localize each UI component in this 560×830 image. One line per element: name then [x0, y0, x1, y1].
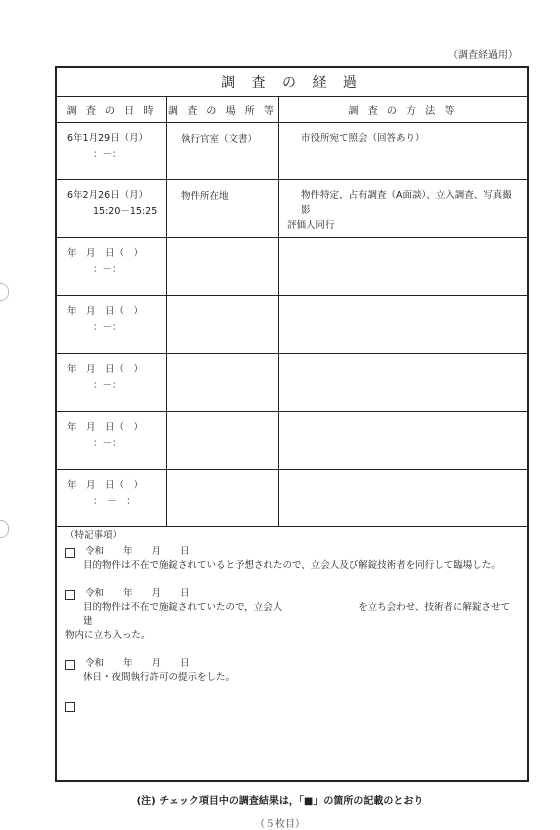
table-row — [57, 470, 527, 527]
note-date: 令和 年 月 日 — [85, 546, 190, 557]
date-cell — [57, 180, 167, 237]
notes-list — [65, 545, 519, 712]
place-cell: 執行官室（文書） — [167, 123, 279, 179]
place-cell — [167, 296, 279, 353]
note-date: 令和 年 月 日 — [85, 658, 190, 669]
date-cell — [57, 354, 167, 411]
method-line: 市役所宛て照会（回答あり） — [301, 133, 425, 144]
note-item — [65, 587, 519, 643]
time-text: ：－： — [93, 322, 122, 333]
time-text: ：－： — [93, 380, 122, 391]
special-notes — [57, 523, 527, 780]
form-title: 調 査 の 経 過 — [57, 68, 527, 97]
method-cell — [279, 180, 527, 237]
place-cell: 物件所在地 — [167, 180, 279, 237]
time-text: ：－： — [93, 149, 122, 160]
checkbox[interactable] — [65, 590, 75, 600]
time-text: ：－： — [93, 438, 122, 449]
method-cell — [279, 470, 527, 526]
document-label: （調査経過用） — [448, 50, 518, 61]
method-cell — [279, 354, 527, 411]
date-cell — [57, 296, 167, 353]
date-cell — [57, 470, 167, 526]
place-cell — [167, 412, 279, 469]
date-text: 年 月 日（ ） — [67, 422, 144, 433]
note-item — [65, 699, 519, 712]
date-cell — [57, 238, 167, 295]
place-cell — [167, 354, 279, 411]
checkbox[interactable] — [65, 702, 75, 712]
footer-note: (注) チェック項目中の調査結果は，「■」の箇所の記載のとおり — [136, 796, 424, 807]
method-cell — [279, 296, 527, 353]
method-cell — [279, 412, 527, 469]
time-text: ：－： — [93, 264, 122, 275]
note-text: 目的物件は不在で施錠されていたので，立会人 を立ち会わせ、技術者に解錠させて建 — [83, 602, 511, 627]
table-row — [57, 412, 527, 470]
table-row — [57, 123, 527, 180]
date-cell — [57, 412, 167, 469]
table-row — [57, 238, 527, 296]
time-text: 15:20－15:25 — [93, 206, 158, 217]
method-line: 評価人同行 — [287, 220, 335, 231]
date-cell — [57, 123, 167, 179]
note-date: 令和 年 月 日 — [85, 588, 190, 599]
punch-hole-mark — [0, 283, 9, 301]
punch-hole-mark — [0, 520, 9, 538]
date-text: 6年1月29日（月） — [67, 133, 149, 144]
method-line: 物件特定、占有調査（A面談）、立入調査、写真撮影 — [301, 190, 512, 216]
time-text: ： － ： — [93, 496, 136, 507]
note-text: 休日・夜間執行許可の提示をした。 — [83, 672, 236, 683]
header-method: 調 査 の 方 法 等 — [348, 106, 458, 117]
table-row — [57, 180, 527, 238]
note-item — [65, 657, 519, 685]
place-cell — [167, 470, 279, 526]
date-text: 年 月 日（ ） — [67, 306, 144, 317]
date-text: 年 月 日（ ） — [67, 480, 144, 491]
checkbox[interactable] — [65, 548, 75, 558]
date-text: 年 月 日（ ） — [67, 248, 144, 259]
note-text: 目的物件は不在で施錠されていると予想されたので、立会人及び解錠技術者を同行して臨場した。 — [83, 560, 501, 571]
method-cell — [279, 238, 527, 295]
survey-form — [55, 66, 529, 782]
method-cell — [279, 123, 527, 179]
date-text: 年 月 日（ ） — [67, 364, 144, 375]
page-number: （５枚目） — [255, 819, 305, 830]
note-text: 物内に立ち入った。 — [65, 630, 151, 641]
table-row — [57, 354, 527, 412]
table-header — [57, 97, 527, 123]
date-text: 6年2月26日（月） — [67, 190, 149, 201]
note-item — [65, 545, 519, 573]
notes-heading: （特記事項） — [65, 530, 123, 541]
table-row — [57, 296, 527, 354]
survey-rows — [57, 123, 527, 527]
place-cell — [167, 238, 279, 295]
header-place: 調 査 の 場 所 等 — [167, 97, 279, 122]
checkbox[interactable] — [65, 660, 75, 670]
header-date: 調 査 の 日 時 — [57, 97, 167, 122]
